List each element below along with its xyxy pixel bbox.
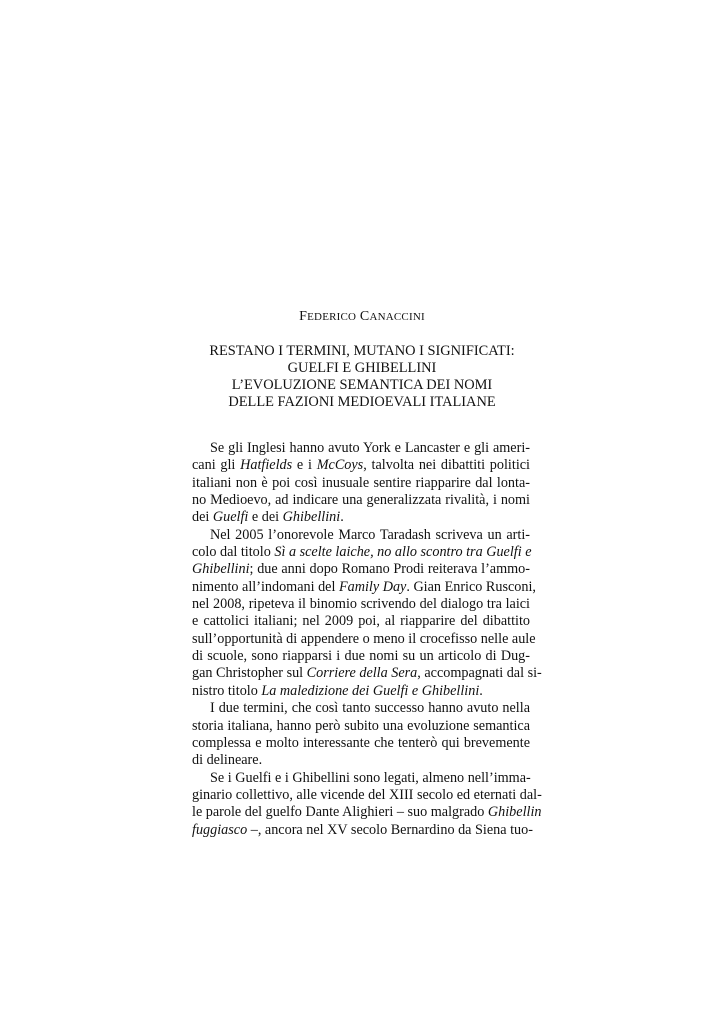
text-line: cani gli Hatfields e i McCoys, talvolta nei dibattiti politici — [192, 457, 531, 474]
title-line: DELLE FAZIONI MEDIOEVALI ITALIANE — [228, 394, 496, 410]
text-line: I due termini, che così tanto successo hanno avuto nella — [210, 700, 530, 717]
article-body — [192, 440, 542, 839]
title-line: L’EVOLUZIONE SEMANTICA DEI NOMI — [231, 377, 493, 393]
title-line: GUELFI E GHIBELLINI — [287, 360, 437, 376]
text-line: fuggiasco –, ancora nel XV secolo Bernardino da Siena tuo- — [192, 821, 533, 838]
text-line: nel 2008, ripeteva il binomio scrivendo del dialogo tra laici — [192, 596, 530, 613]
author-name: FEDERICO CANACCINI — [299, 309, 425, 324]
text-line: ginario collettivo, alle vicende del XIII secolo ed eternati dal- — [192, 786, 542, 803]
text-line: Se i Guelfi e i Ghibellini sono legati, almeno nell’imma- — [210, 769, 531, 786]
text-line: di delineare. — [192, 752, 263, 769]
text-line: colo dal titolo Sì a scelte laiche, no allo scontro tra Guelfi e — [192, 544, 532, 561]
text-line: no Medioevo, ad indicare una generalizzata rivalità, i nomi — [192, 492, 530, 509]
text-line: complessa e molto interessante che tenterò qui brevemente — [192, 734, 530, 751]
title-line: RESTANO I TERMINI, MUTANO I SIGNIFICATI: — [209, 343, 515, 359]
text-line: storia italiana, hanno però subito una evoluzione semantica — [192, 717, 530, 734]
text-line: Se gli Inglesi hanno avuto York e Lancaster e gli ameri- — [210, 440, 530, 456]
text-line: Ghibellini; due anni dopo Romano Prodi reiterava l’ammo- — [192, 561, 530, 578]
text-line: dei Guelfi e dei Ghibellini. — [192, 509, 344, 526]
text-line: e cattolici italiani; nel 2009 poi, al riapparire del dibattito — [192, 613, 530, 630]
text-line: nimento all’indomani del Family Day. Gian Enrico Rusconi, — [192, 578, 536, 595]
text-line: sull’opportunità di appendere o meno il crocefisso nelle aule — [192, 630, 536, 647]
text-line: Nel 2005 l’onorevole Marco Taradash scriveva un arti- — [210, 526, 530, 543]
text-line: italiani non è poi così inusuale sentire riapparire dal lonta- — [192, 474, 530, 491]
text-line: le parole del guelfo Dante Alighieri – suo malgrado Ghibellin — [192, 804, 542, 821]
article-title — [0, 343, 724, 411]
text-line: nistro titolo La maledizione dei Guelfi e Ghibellini. — [192, 682, 483, 699]
text-line: gan Christopher sul Corriere della Sera, accompagnati dal si- — [192, 665, 542, 682]
text-line: di scuole, sono riapparsi i due nomi su un articolo di Dug- — [192, 648, 530, 665]
